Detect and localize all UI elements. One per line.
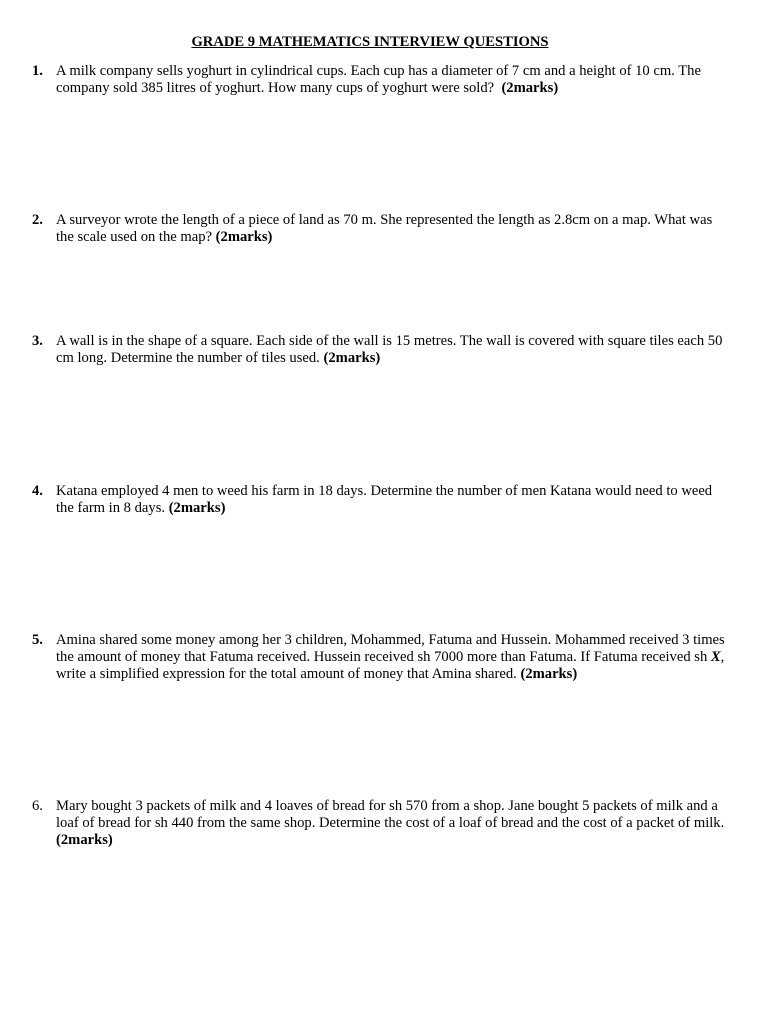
question-text: A wall is in the shape of a square. Each side of the wall is 15 metres. The wall is covered with square tiles each 50 cm long. Determine the number of tiles used. (56, 333, 723, 366)
question-marks: (2marks) (215, 229, 273, 245)
question-number: 1. (32, 63, 43, 79)
question-text: A milk company sells yoghurt in cylindrical cups. Each cup has a diameter of 7 cm and a height of 10 cm. The company sold 385 litres of yoghurt. How many cups of yoghurt were sold? (56, 63, 701, 96)
question-text-continued: , write a simplified expression for the total amount of money that Amina shared. (56, 649, 725, 682)
question-text: Katana employed 4 men to weed his farm in 18 days. Determine the number of men Katana would need to weed the farm in 8 days. (56, 483, 713, 516)
question-text: Mary bought 3 packets of milk and 4 loaves of bread for sh 570 from a shop. Jane bought 5 packets of milk and a loaf of bread for sh 440 from the same shop. Determine the cost of a loaf of bread and the cost of a packet of milk. (56, 798, 725, 831)
question-text-block (56, 632, 732, 683)
question-number: 4. (32, 483, 43, 499)
question-number: 3. (32, 333, 43, 349)
question-5 (32, 632, 732, 683)
question-number: 5. (32, 632, 43, 648)
question-variable: X (710, 649, 721, 665)
question-number: 6. (32, 798, 43, 814)
question-3 (32, 333, 732, 367)
question-text-block (56, 212, 732, 246)
question-marks: (2marks) (168, 500, 226, 516)
question-marks: (2marks) (501, 80, 559, 96)
question-6 (32, 798, 732, 849)
question-text-block (56, 63, 732, 97)
page-title: GRADE 9 MATHEMATICS INTERVIEW QUESTIONS (191, 34, 549, 50)
question-marks: (2marks) (56, 832, 113, 848)
question-marks: (2marks) (323, 350, 381, 366)
question-2 (32, 212, 732, 246)
question-text-block (56, 798, 732, 849)
question-text-block (56, 333, 732, 367)
question-4 (32, 483, 732, 517)
question-text: A surveyor wrote the length of a piece of land as 70 m. She represented the length as 2.8cm on a map. What was the scale used on the map? (56, 212, 713, 245)
question-text: Amina shared some money among her 3 children, Mohammed, Fatuma and Hussein. Mohammed received 3 times the amount of money that Fatuma received. Hussein received sh 7000 more than Fatuma. If Fatuma received sh (56, 632, 725, 665)
question-marks: (2marks) (520, 666, 578, 682)
question-1 (32, 63, 732, 97)
question-number: 2. (32, 212, 43, 228)
question-text-block (56, 483, 732, 517)
